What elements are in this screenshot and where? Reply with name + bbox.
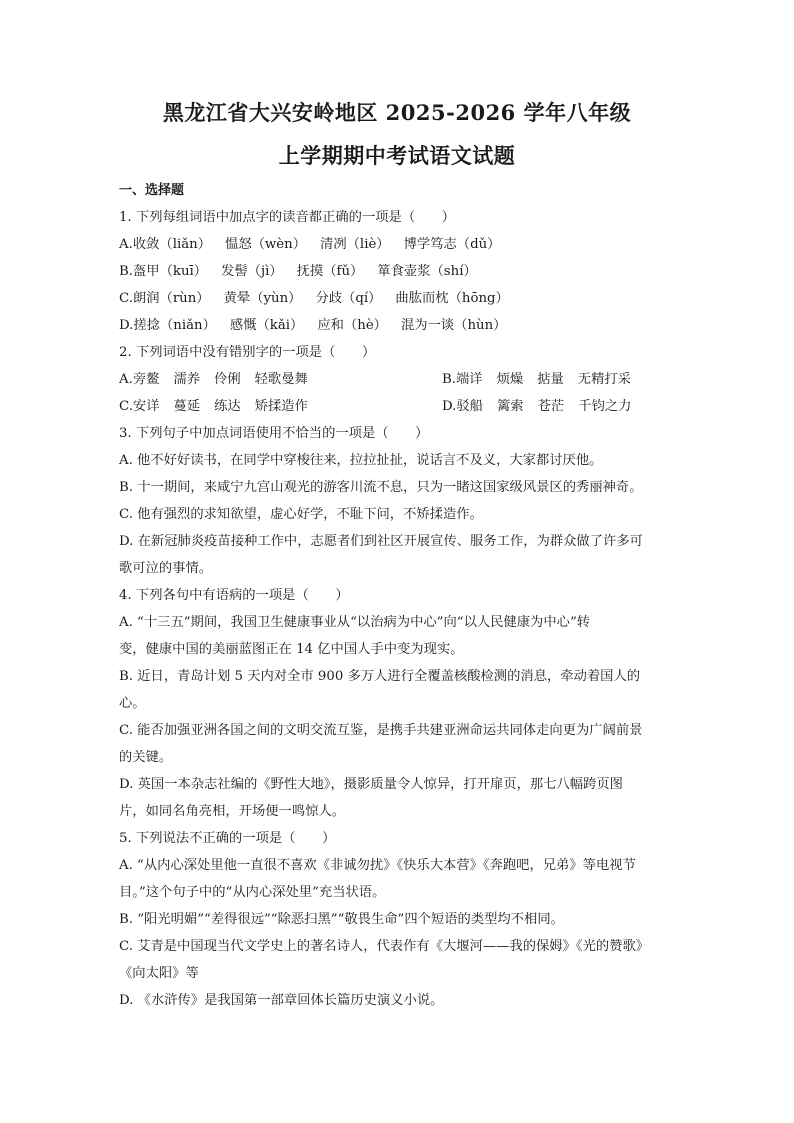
question-2-option-d (442, 393, 645, 420)
option-word: 黄晕（yùn） (223, 291, 302, 306)
option-word: 朗润（rùn） (132, 291, 210, 306)
option-word: 篱索 (497, 399, 524, 414)
page-title-line2: 上学期期中考试语文试题 (278, 143, 516, 168)
option-word: 盔甲（kuī） (133, 264, 208, 279)
option-word: 收敛（liǎn） (132, 237, 212, 252)
question-3-line: A. 他不好好读书，在同学中穿梭往来，拉拉扯扯，说话言不及义，大家都讨厌他。 (119, 453, 603, 468)
question-4-line: 的关键。 (119, 750, 173, 765)
option-label: C. (119, 399, 133, 414)
option-word: 安详 (132, 399, 160, 414)
question-2-option-a (119, 366, 322, 393)
question-1-option-d (119, 312, 679, 339)
question-4-line: B. 近日，青岛计划 5 天内对全市 900 多万人进行全覆盖核酸检测的消息，牵动着国人的 (119, 669, 641, 684)
option-word: 千钧之力 (578, 399, 632, 414)
option-word: 矫揉造作 (254, 399, 308, 414)
option-word: 抚摸（fǔ） (296, 264, 364, 279)
option-word: 发髻（jì） (221, 264, 283, 279)
question-4-line: A. “十三五”期间，我国卫生健康事业从“以治病为中心”向“以人民健康为中心”转 (119, 615, 591, 630)
option-word: 搓捻（niǎn） (133, 318, 216, 333)
question-3-line: 歌可泣的事情。 (119, 561, 213, 576)
question-5-line: 《向太阳》等 (119, 966, 199, 981)
question-3-line: B. 十一期间，来咸宁九宫山观光的游客川流不息，只为一睹这国家级风景区的秀丽神奇。 (119, 480, 643, 495)
option-word: 应和（hè） (317, 318, 387, 333)
option-word: 苍茫 (537, 399, 565, 414)
question-1-option-b (119, 258, 679, 285)
option-word: 端详 (456, 372, 483, 387)
option-word: 蔓延 (173, 399, 201, 414)
option-word: 感慨（kǎi） (229, 318, 304, 333)
option-word: 曲肱而枕（hōng） (395, 291, 509, 306)
option-word: 愠怒（wèn） (225, 237, 307, 252)
question-2-option-b (442, 366, 645, 393)
exam-content (119, 177, 679, 1014)
question-4-line: D. 英国一本杂志社编的《野性大地》，摄影质量令人惊异，打开扉页，那七八幅跨页图 (119, 777, 623, 792)
question-4-stem: 4. 下列各句中有语病的一项是（ ） (119, 588, 349, 603)
option-label: B. (442, 372, 456, 387)
option-word: 无精打采 (577, 372, 631, 387)
option-word: 混为一谈（hùn） (400, 318, 507, 333)
option-word: 驳船 (456, 399, 484, 414)
question-1-option-a (119, 231, 679, 258)
question-3-stem: 3. 下列句子中加点词语使用不恰当的一项是（ ） (119, 426, 429, 441)
question-3-line: C. 他有强烈的求知欲望，虚心好学，不耻下问，不矫揉造作。 (119, 507, 483, 522)
question-5-line: B. “阳光明媚”“差得很远”“除恶扫黑”“敬畏生命”四个短语的类型均不相同。 (119, 912, 564, 927)
question-1-stem: 1. 下列每组词语中加点字的读音都正确的一项是（ ） (119, 210, 456, 225)
option-label: A. (119, 372, 133, 387)
option-label: A. (119, 237, 133, 252)
option-label: B. (119, 264, 133, 279)
option-word: 烦燥 (496, 372, 524, 387)
question-3-line: D. 在新冠肺炎疫苗接种工作中，志愿者们到社区开展宣传、服务工作，为群众做了许多可 (119, 534, 643, 549)
section-heading: 一、选择题 (119, 183, 185, 198)
option-word: 清冽（liè） (320, 237, 390, 252)
question-5-line: 目。”这个句子中的“从内心深处里”充当状语。 (119, 885, 386, 900)
option-word: 箪食壶浆（shí） (377, 264, 477, 279)
question-1-option-c (119, 285, 679, 312)
question-5-line: D. 《水浒传》是我国第一部章回体长篇历史演义小说。 (119, 993, 444, 1008)
question-2-options-row-1 (119, 366, 679, 393)
option-word: 轻歌曼舞 (254, 372, 308, 387)
question-2-option-c (119, 393, 322, 420)
question-2-stem: 2. 下列词语中没有错别字的一项是（ ） (119, 345, 376, 360)
question-4-line: 片，如同名角亮相，开场便一鸣惊人。 (119, 804, 346, 819)
option-label: D. (119, 318, 134, 333)
page-title-line1: 黑龙江省大兴安岭地区 2025-2026 学年八年级 (162, 100, 632, 125)
question-4-line: C. 能否加强亚洲各国之间的文明交流互鉴，是携手共建亚洲命运共同体走向更为广阔前景 (119, 723, 643, 738)
option-label: C. (119, 291, 133, 306)
option-word: 伶俐 (214, 372, 241, 387)
option-word: 旁鳌 (132, 372, 160, 387)
question-5-line: C. 艾青是中国现当代文学史上的著名诗人，代表作有《大堰河——我的保姆》《光的赞歌》 (119, 939, 650, 954)
option-word: 博学笃志（dǔ） (403, 237, 501, 252)
question-2-options-row-2 (119, 393, 679, 420)
question-5-line: A. “从内心深处里他一直很不喜欢《非诚勿扰》《快乐大本营》《奔跑吧，兄弟》等电视节 (119, 858, 636, 873)
question-5-stem: 5. 下列说法不正确的一项是（ ） (119, 831, 336, 846)
option-word: 濡养 (173, 372, 201, 387)
option-word: 掂量 (537, 372, 564, 387)
question-4-line: 变，健康中国的美丽蓝图正在 14 亿中国人手中变为现实。 (119, 642, 464, 657)
option-word: 分歧（qí） (315, 291, 382, 306)
option-label: D. (442, 399, 457, 414)
option-word: 练达 (214, 399, 241, 414)
question-4-line: 心。 (119, 696, 146, 711)
